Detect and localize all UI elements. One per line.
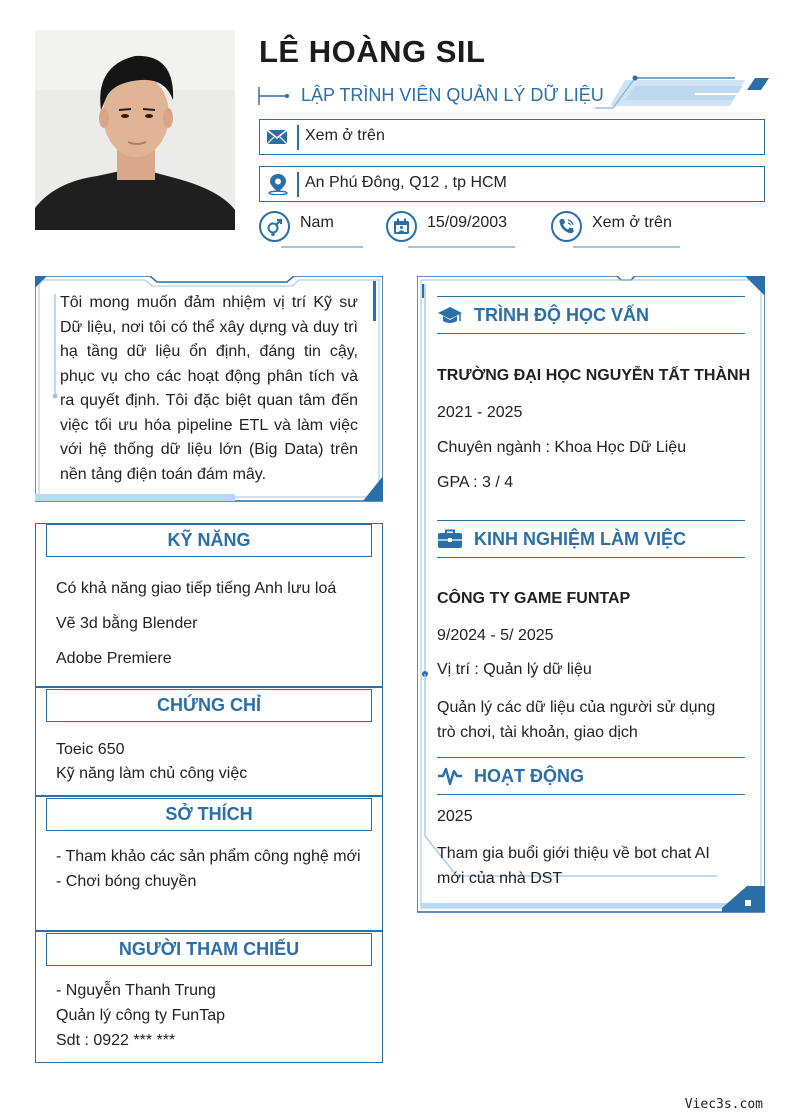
profile-photo bbox=[35, 30, 235, 230]
job-title: LẬP TRÌNH VIÊN QUẢN LÝ DỮ LIỆU bbox=[301, 85, 604, 105]
references-list bbox=[56, 978, 225, 1053]
education-major: Chuyên ngành : Khoa Học Dữ Liệu bbox=[437, 439, 687, 456]
education-heading bbox=[437, 296, 745, 334]
list-item: Kỹ năng làm chủ công việc bbox=[56, 765, 248, 782]
experience-title: KINH NGHIỆM LÀM VIỆC bbox=[474, 529, 687, 549]
gender-icon bbox=[259, 211, 290, 242]
experience-heading bbox=[437, 520, 745, 558]
references-section bbox=[35, 930, 383, 1063]
phone-value: Xem ở trên bbox=[592, 214, 672, 231]
education-period: 2021 - 2025 bbox=[437, 404, 523, 421]
envelope-icon bbox=[266, 126, 290, 148]
hobbies-heading: SỞ THÍCH bbox=[46, 798, 372, 831]
graduation-cap-icon bbox=[437, 304, 463, 326]
reference-name: - Nguyễn Thanh Trung bbox=[56, 982, 216, 999]
briefcase-icon bbox=[437, 528, 463, 550]
career-objective bbox=[35, 276, 383, 503]
address-field bbox=[259, 166, 765, 202]
address-value: An Phú Đông, Q12 , tp HCM bbox=[305, 174, 507, 191]
list-item: Vẽ 3d bằng Blender bbox=[56, 615, 198, 632]
activity-year: 2025 bbox=[437, 808, 473, 825]
email-value: Xem ở trên bbox=[305, 127, 385, 144]
skills-section bbox=[35, 523, 383, 688]
skills-heading: KỸ NĂNG bbox=[46, 524, 372, 557]
gender-value: Nam bbox=[300, 214, 334, 231]
references-heading: NGƯỜI THAM CHIẾU bbox=[46, 933, 372, 966]
email-field bbox=[259, 119, 765, 155]
education-title: TRÌNH ĐỘ HỌC VẤN bbox=[474, 305, 649, 325]
location-pin-icon bbox=[266, 173, 290, 195]
activities-heading bbox=[437, 757, 745, 795]
footer-watermark: Viec3s.com bbox=[684, 1097, 763, 1112]
certificates-list bbox=[56, 738, 247, 786]
certificates-heading: CHỨNG CHỈ bbox=[46, 689, 372, 722]
school-name: TRƯỜNG ĐẠI HỌC NGUYỄN TẤT THÀNH bbox=[437, 367, 751, 384]
calendar-icon bbox=[386, 211, 417, 242]
dob-value: 15/09/2003 bbox=[427, 214, 508, 231]
separator bbox=[297, 172, 299, 197]
list-item: - Tham khảo các sản phẩm công nghệ mới bbox=[56, 848, 361, 865]
reference-role: Quản lý công ty FunTap bbox=[56, 1007, 225, 1024]
dob-info bbox=[386, 211, 521, 253]
list-item: Có khả năng giao tiếp tiếng Anh lưu loá bbox=[56, 580, 337, 597]
phone-info bbox=[551, 211, 701, 253]
title-line-decoration bbox=[258, 85, 290, 107]
education-gpa: GPA : 3 / 4 bbox=[437, 474, 514, 491]
experience-description: Quản lý các dữ liệu của người sử dụng trò chơi, tài khoản, giao dịch bbox=[437, 699, 716, 741]
separator bbox=[297, 125, 299, 150]
experience-period: 9/2024 - 5/ 2025 bbox=[437, 627, 554, 644]
pulse-icon bbox=[437, 765, 463, 787]
underline bbox=[573, 246, 680, 248]
header-decoration bbox=[595, 72, 770, 114]
underline bbox=[408, 246, 515, 248]
list-item: - Chơi bóng chuyền bbox=[56, 872, 197, 890]
underline bbox=[281, 246, 363, 248]
full-name: LÊ HOÀNG SIL bbox=[259, 34, 486, 69]
hobbies-list bbox=[56, 845, 362, 894]
gender-info bbox=[259, 211, 369, 253]
list-item: Toeic 650 bbox=[56, 741, 125, 758]
experience-position: Vị trí : Quản lý dữ liệu bbox=[437, 661, 592, 678]
objective-text: Tôi mong muốn đảm nhiệm vị trí Kỹ sư Dữ liệu, nơi tôi có thể xây dựng và duy trì hạ tầng dữ liệu ổn định, đáng tin cậy, phục vụ cho các hoạt động phân tích và ra quyết định. Tôi đặc biệt quan tâm đến việc tối ưu hóa pipeline ETL và làm việc với hệ thống dữ liệu lớn (Big Data) trên nền tảng điện toán đám mây. bbox=[60, 294, 358, 483]
company-name: CÔNG TY GAME FUNTAP bbox=[437, 590, 631, 607]
activity-description: Tham gia buổi giới thiệu về bot chat AI mới của nhà DST bbox=[437, 845, 710, 887]
phone-icon bbox=[551, 211, 582, 242]
skills-list bbox=[56, 579, 336, 684]
list-item: Adobe Premiere bbox=[56, 650, 172, 667]
certificates-section bbox=[35, 686, 383, 797]
reference-phone: Sdt : 0922 *** *** bbox=[56, 1032, 176, 1049]
right-panel bbox=[417, 276, 765, 914]
activities-title: HOẠT ĐỘNG bbox=[474, 766, 584, 786]
hobbies-section bbox=[35, 795, 383, 932]
